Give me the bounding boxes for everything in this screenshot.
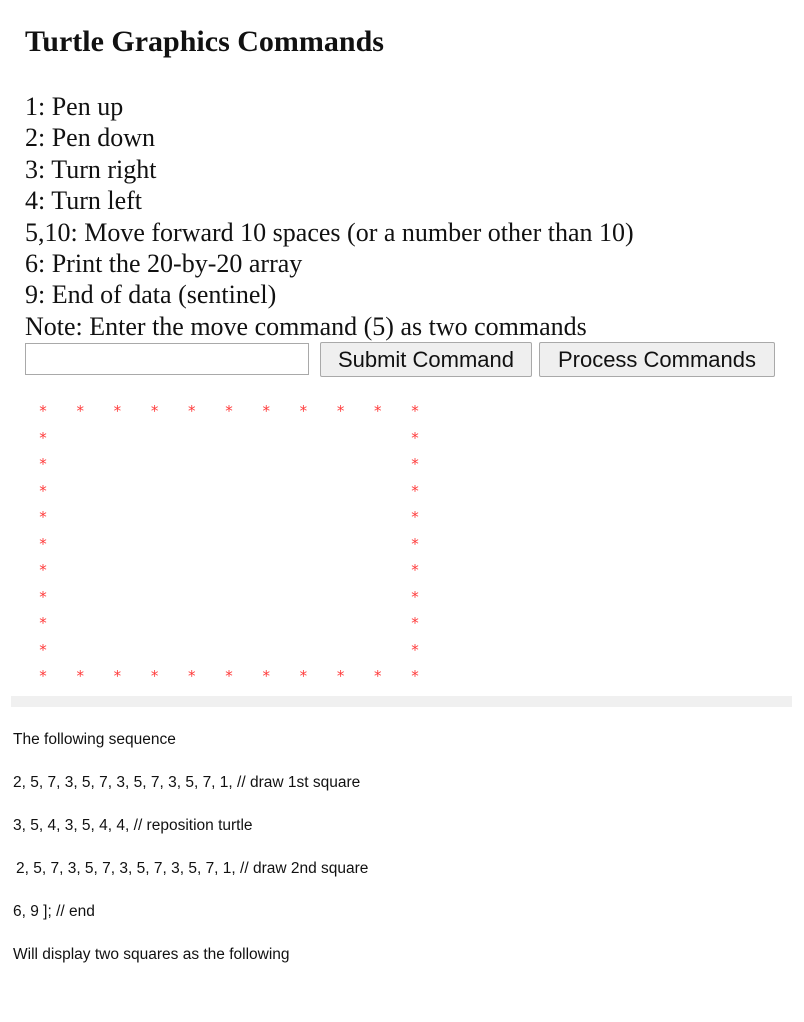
grid-star: * xyxy=(39,614,47,632)
notes-intro: The following sequence xyxy=(13,731,176,748)
command-list xyxy=(25,91,634,342)
divider xyxy=(11,696,792,707)
notes-sequence-line: 2, 5, 7, 3, 5, 7, 3, 5, 7, 3, 5, 7, 1, // draw 1st square xyxy=(13,774,361,791)
grid-star: * xyxy=(411,402,419,420)
submit-command-button[interactable]: Submit Command xyxy=(320,342,532,377)
grid-star: * xyxy=(39,428,47,447)
grid-star: * xyxy=(336,402,345,420)
grid-star: * xyxy=(39,508,47,526)
grid-star: * xyxy=(299,667,308,685)
process-commands-button[interactable]: Process Commands xyxy=(539,342,775,377)
grid-star: * xyxy=(76,667,84,685)
command-item: 6: Print the 20-by-20 array xyxy=(25,248,303,278)
grid-star: * xyxy=(299,402,308,420)
grid-star: * xyxy=(39,640,47,659)
grid-star: * xyxy=(411,640,419,659)
grid-star: * xyxy=(262,667,270,685)
grid-star: * xyxy=(411,455,419,473)
grid-star: * xyxy=(411,561,419,579)
grid-star: * xyxy=(225,667,233,685)
grid-star: * xyxy=(262,402,270,420)
grid-star: * xyxy=(39,481,47,500)
grid-star: * xyxy=(336,667,345,685)
notes-sequence-line: 6, 9 ]; // end xyxy=(13,903,95,920)
notes-outro: Will display two squares as the following xyxy=(13,946,290,963)
command-item: 4: Turn left xyxy=(25,186,143,216)
grid-star: * xyxy=(39,455,47,473)
grid-star: * xyxy=(150,667,159,685)
grid-star: * xyxy=(411,428,419,447)
grid-star: * xyxy=(188,402,196,420)
grid-star: * xyxy=(113,667,122,685)
command-item: 3: Turn right xyxy=(25,154,157,184)
command-note: Note: Enter the move command (5) as two commands xyxy=(25,311,587,341)
grid-star: * xyxy=(411,481,419,500)
grid-star: * xyxy=(113,402,122,420)
notes-sequence-line: 2, 5, 7, 3, 5, 7, 3, 5, 7, 3, 5, 7, 1, // draw 2nd square xyxy=(16,860,369,877)
grid-star: * xyxy=(225,402,233,420)
notes-sequence-line: 3, 5, 4, 3, 5, 4, 4, // reposition turtle xyxy=(13,817,253,834)
grid-star: * xyxy=(411,614,419,632)
command-input[interactable] xyxy=(25,343,309,375)
grid-star: * xyxy=(39,587,47,606)
notes-section xyxy=(13,730,368,988)
grid-star: * xyxy=(76,402,84,420)
grid-star: * xyxy=(374,402,382,420)
grid-star: * xyxy=(411,508,419,526)
grid-star: * xyxy=(411,534,419,553)
command-item: 1: Pen up xyxy=(25,92,124,121)
command-item: 2: Pen down xyxy=(25,123,155,153)
grid-star: * xyxy=(39,402,47,420)
grid-star: * xyxy=(150,402,159,420)
grid-star: * xyxy=(39,561,47,579)
grid-star: * xyxy=(188,667,196,685)
page-title: Turtle Graphics Commands xyxy=(25,25,384,58)
command-item: 5,10: Move forward 10 spaces (or a number other than 10) xyxy=(25,217,634,247)
command-item: 9: End of data (sentinel) xyxy=(25,280,277,310)
grid-star: * xyxy=(411,667,419,685)
grid-star: * xyxy=(411,587,419,606)
grid-star: * xyxy=(374,667,382,685)
grid-star: * xyxy=(39,534,47,553)
grid-star: * xyxy=(39,667,47,685)
